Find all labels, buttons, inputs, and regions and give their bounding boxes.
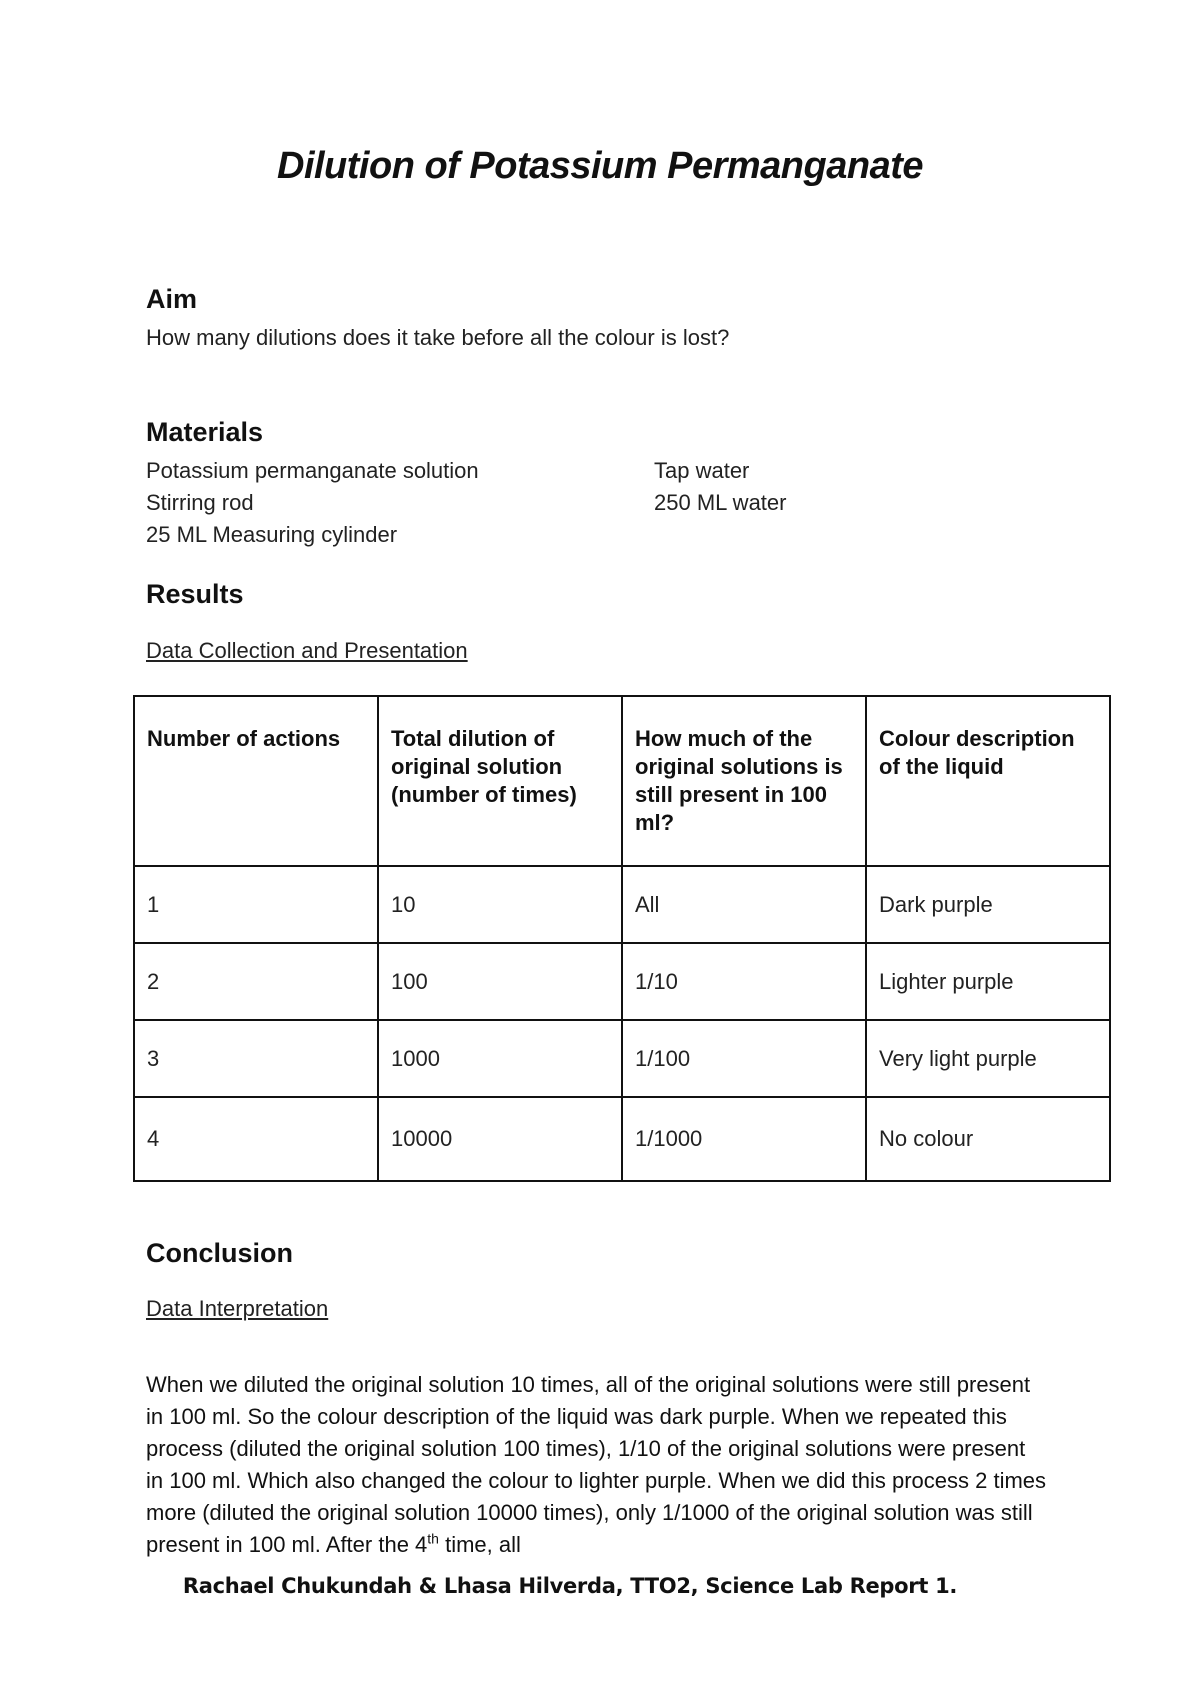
table-header-cell: Total dilution of original solution (number of times)	[378, 696, 622, 866]
material-item: 250 ML water	[654, 490, 787, 515]
table-cell: All	[622, 866, 866, 943]
table-cell: 1/10	[622, 943, 866, 1020]
table-cell: 1	[134, 866, 378, 943]
material-item: 25 ML Measuring cylinder	[146, 522, 398, 547]
table-cell: Lighter purple	[866, 943, 1110, 1020]
table-row	[134, 1097, 1110, 1181]
results-heading: Results	[146, 579, 244, 609]
document-title: Dilution of Potassium Permanganate	[277, 145, 923, 187]
table-cell: 100	[378, 943, 622, 1020]
results-subheading: Data Collection and Presentation	[146, 638, 468, 663]
table-cell: 10000	[378, 1097, 622, 1181]
results-table	[133, 695, 1111, 1182]
aim-heading: Aim	[146, 284, 198, 314]
table-cell: 1000	[378, 1020, 622, 1097]
table-header-cell: Number of actions	[134, 696, 378, 866]
material-item: Stirring rod	[146, 490, 254, 515]
table-cell: 4	[134, 1097, 378, 1181]
table-cell: 1/100	[622, 1020, 866, 1097]
conclusion-text-tail: time, all	[438, 1532, 521, 1557]
materials-list	[146, 455, 1106, 551]
aim-text: How many dilutions does it take before all the colour is lost?	[146, 325, 730, 350]
material-item: Potassium permanganate solution	[146, 458, 479, 483]
material-item	[654, 519, 1054, 551]
table-cell: 1/1000	[622, 1097, 866, 1181]
table-row	[134, 866, 1110, 943]
table-cell: 3	[134, 1020, 378, 1097]
table-row	[134, 1020, 1110, 1097]
conclusion-paragraph	[146, 1369, 1046, 1561]
table-row	[134, 943, 1110, 1020]
table-header-row	[134, 696, 1110, 866]
table-header-cell: How much of the original solutions is still present in 100 ml?	[622, 696, 866, 866]
results-table-wrap	[133, 695, 1111, 1182]
table-cell: Very light purple	[866, 1020, 1110, 1097]
materials-heading: Materials	[146, 417, 264, 447]
conclusion-superscript: th	[427, 1530, 439, 1547]
conclusion-text: When we diluted the original solution 10 times, all of the original solutions were still present in 100 ml. So the colour description of the liquid was dark purple. When we repeated this process (diluted the original solution 100 times), 1/10 of the original solutions were present in 100 ml. Which also changed the colour to lighter purple. When we did this process 2 times more (diluted the original solution 10000 times), only 1/1000 of the original solution was still present in 100 ml. After the 4	[146, 1372, 1047, 1557]
table-cell: Dark purple	[866, 866, 1110, 943]
table-cell: 10	[378, 866, 622, 943]
table-cell: 2	[134, 943, 378, 1020]
material-item: Tap water	[654, 458, 750, 483]
conclusion-heading: Conclusion	[146, 1238, 293, 1268]
conclusion-subheading: Data Interpretation	[146, 1296, 329, 1321]
page-footer: Rachael Chukundah & Lhasa Hilverda, TTO2, Science Lab Report 1.	[182, 1574, 958, 1598]
table-header-cell: Colour description of the liquid	[866, 696, 1110, 866]
table-cell: No colour	[866, 1097, 1110, 1181]
